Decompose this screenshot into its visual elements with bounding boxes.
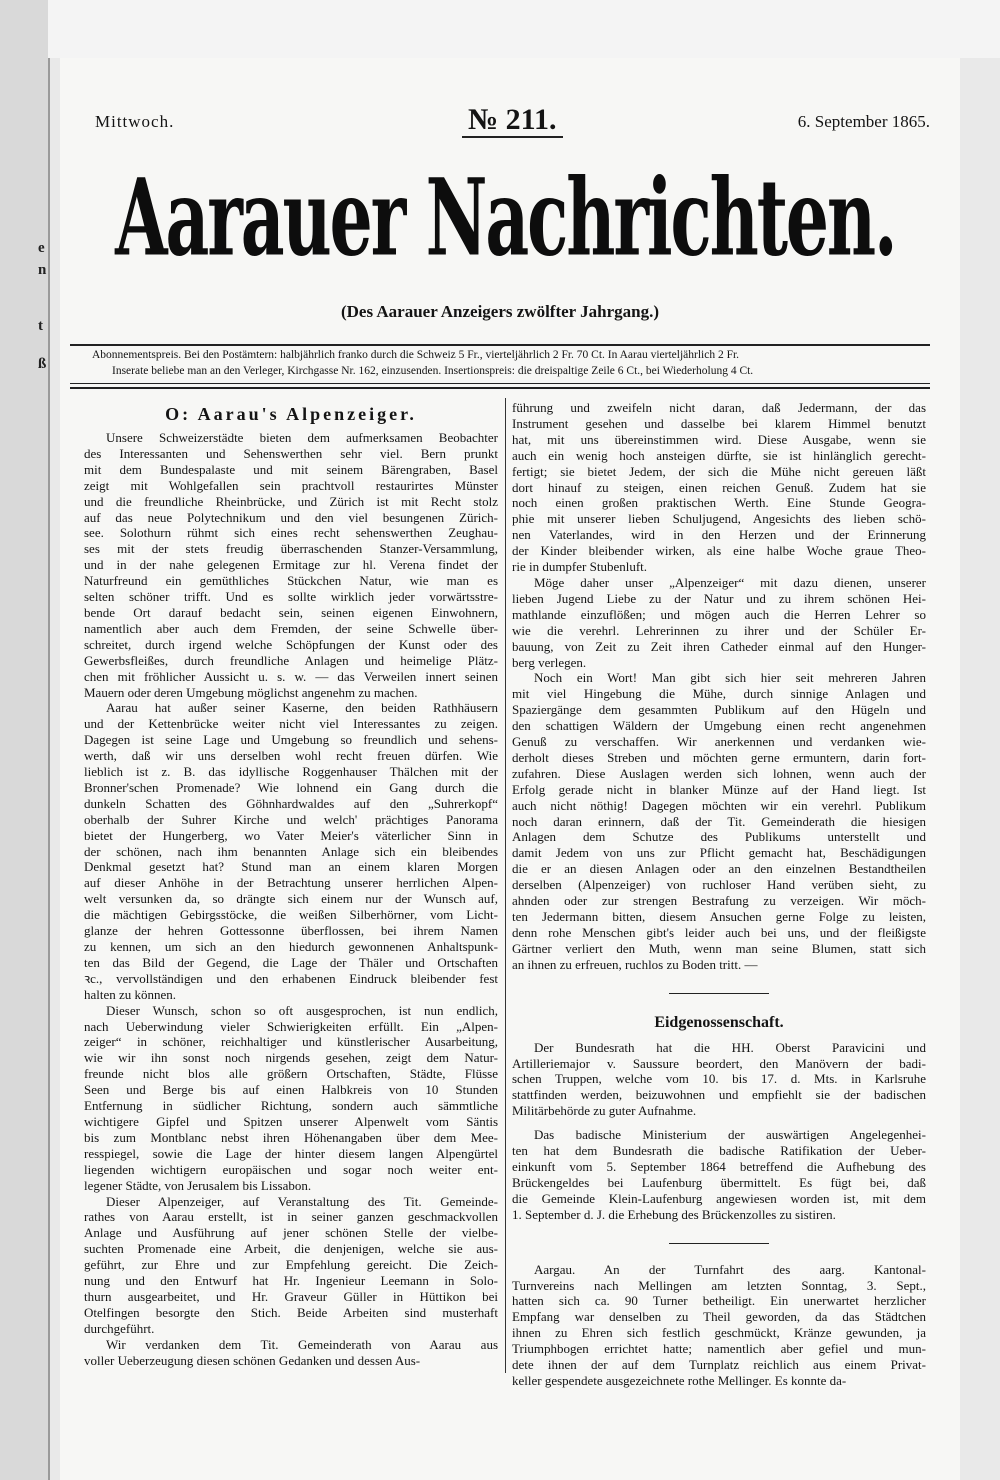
text-line: zeigt mit Wohlgefallen sein prachtvoll restaurirtes Münster	[84, 477, 498, 493]
text-line: hat, mit uns übereinstimmen wird. Diese Ausgabe, wenn sie	[512, 431, 926, 447]
column-divider	[505, 398, 506, 1373]
paragraph	[84, 1003, 498, 1194]
text-line: der schönen, nach ihm benannten Anlage sich ein bleibendes	[84, 843, 498, 859]
text-line: Dagegen ist seine Lage und Umgebung so freundlich und sehens-	[84, 732, 498, 748]
text-line: Genuß zu verschaffen. Wir anerkennen und verdanken wie-	[512, 734, 926, 750]
text-line: den schattigen Wäldern der Umgebung einen recht angenehmen	[512, 718, 926, 734]
paragraph	[84, 430, 498, 700]
text-line: Denkmal gesetzt hat? Stund man an einem klaren Morgen	[84, 859, 498, 875]
text-line: des Interessanten und Sehenswerthen sehr viel. Bern prunkt	[84, 445, 498, 461]
text-line: mathlande einzuflößen; und mögen auch die Herren Lehrer so	[512, 606, 926, 622]
article-heading	[84, 402, 498, 426]
text-line: bis zum Montblanc nebst ihren Höhenangaben über dem Mee-	[84, 1129, 498, 1145]
text-line: legener Städte, von Jerusalem bis Lissabon.	[84, 1177, 312, 1193]
text-line: führung und zweifeln nicht daran, daß Jedermann, der das	[512, 400, 926, 415]
text-line: glanze der hehren Gottessonne überflossen, bei ihrem Namen	[84, 923, 498, 939]
text-line: nen Vaterlandes, wird in den Herzen und der Erinnerung	[512, 527, 926, 543]
article-title: Aarau's Alpenzeiger.	[197, 404, 417, 424]
text-line: derselben (Alpenzeiger) von ruchloser Hand verüben sieht, zu	[512, 877, 926, 893]
text-line: liegenden wichtigern europäischen und sogar noch weiter ent-	[84, 1161, 498, 1177]
text-line: durchgeführt.	[84, 1320, 155, 1336]
text-line: ꝛc., vervollständigen und den erhabenen Eindruck bleibender fest	[84, 970, 498, 986]
text-line: denn rohe Menschen gibt's leider auch bei uns, und der fleißigste	[512, 924, 926, 940]
paragraph	[84, 1194, 498, 1337]
text-line: berg verlegen.	[512, 654, 587, 670]
section-divider	[669, 993, 769, 994]
text-line: und in der nahe gelegenen Ermitage zur hl. Verena findet der	[84, 557, 498, 573]
text-line: 1. September d. J. die Erhebung des Brückenzolles zu sistiren.	[512, 1206, 836, 1222]
text-line: Anlagen dem Schutze des Publikums unterstellt und	[512, 829, 926, 845]
paragraph	[512, 575, 926, 670]
paragraph	[512, 1040, 926, 1120]
text-line: zufahren. Diese Auslagen werden sich lohnen, wenn auch der	[512, 765, 926, 781]
edge-fragment: e	[38, 240, 45, 256]
text-line: stattfinden werden, beizuwohnen und empfiehlt sie der badischen	[512, 1087, 926, 1103]
text-line: Naturfreund ein gemüthliches Stückchen Natur, wie man es	[84, 573, 498, 589]
text-line: noch daran erinnern, daß der Tit. Gemeinderath die hiesigen	[512, 813, 926, 829]
text-line: Turnvereins nach Mellingen am letzten Sonntag, 3. Sept.,	[512, 1277, 926, 1293]
text-line: phie mit unserer lieben Schuljugend, Angesichts des lieben schö-	[512, 511, 926, 527]
text-line: ahnden oder zur strengen Bestrafung zu verzeigen. Wir möch-	[512, 893, 926, 909]
text-line: Noch ein Wort! Man gibt sich hier seit mehreren Jahren	[534, 670, 926, 686]
text-line: Gärtner verliert den Muth, wenn man seine Blumen, statt sich	[512, 940, 926, 956]
text-line: dort hinauf zu steigen, einen reichen Genuß. Zudem hat sie	[512, 479, 926, 495]
text-line: schen Truppen, welche vom 10. bis 17. d. Mts. in Karlsruhe	[512, 1071, 926, 1087]
text-line: bende Ort darauf bedacht sein, seinen eigenen Einwohnern,	[84, 604, 498, 620]
text-line: Der Bundesrath hat die HH. Oberst Paravicini und	[534, 1039, 926, 1055]
text-line: namentlich aber auch dem Fremden, der seine Schwelle über-	[84, 620, 498, 636]
text-line: werth, daß wir uns derselben wohl recht freuen dürfen. Wie	[84, 748, 498, 764]
text-line: Gewerbsfleißes, durch freundliche Anlagen und heimelige Plätz-	[84, 652, 498, 668]
text-line: rie in dumpfer Stubenluft.	[512, 559, 648, 575]
weekday: Mittwoch.	[95, 112, 175, 131]
text-line: oberhalb der Suhrer Kirche und welch' prächtiges Panorama	[84, 811, 498, 827]
text-line: auch nicht nöthig! Dagegen möchten wir ein verehrl. Publikum	[512, 797, 926, 813]
divider	[70, 387, 930, 389]
text-line: noch einen großen praktischen Werth. Eine Stunde Geogra-	[512, 495, 926, 511]
text-line: keller gespendete ausgezeichnete rothe Mellinger. Es konnte da-	[512, 1372, 847, 1388]
section-divider	[669, 1243, 769, 1244]
subscription-info: Abonnementspreis. Bei den Postämtern: halbjährlich franko durch die Schweiz 5 Fr., vierteljährlich 2 Fr. 70 Ct. In Aarau vierteljährlich 2 Fr.	[92, 349, 740, 361]
issue-date: 6. September 1865.	[797, 112, 930, 131]
section-heading: Eidgenossenschaft.	[654, 1013, 784, 1031]
text-line: damit Jedem von uns zur Pflicht gemacht hat, Beschädigungen	[512, 845, 926, 861]
left-column	[84, 402, 498, 1368]
text-line: freunde nicht blos alle größern Ortschaften, Städte, Flüsse	[84, 1066, 498, 1082]
text-line: lieblich ist z. B. das idyllische Roggenhauser Thälchen mit der	[84, 764, 498, 780]
text-line: zeiger“ in schöner, reichhaltiger und künstlerischer Ausarbeitung,	[84, 1034, 498, 1050]
text-line: wichtigere Gipfel und Spitzen unserer Alpenwelt vom Säntis	[84, 1113, 498, 1129]
text-line: lieben Jugend Liebe zu der Natur und zu ihrem schönen Hei-	[512, 590, 926, 606]
text-line: Otelfingen besorgte den Stich. Beide Arbeiten sind musterhaft	[84, 1304, 498, 1320]
edge-fragment: n	[38, 262, 47, 278]
divider	[70, 344, 930, 346]
text-line: ses mit der stets freudig überraschenden Stanzer-Versammlung,	[84, 541, 498, 557]
text-line: wie die verehrl. Lehrerinnen zu ihrer und der Schüler Er-	[512, 622, 926, 638]
text-line: zu kennen, um sich an den hiedurch gewonnenen Anhaltspunk-	[84, 939, 498, 954]
text-line: Wir verdanken dem Tit. Gemeinderath von Aarau aus	[106, 1336, 498, 1352]
text-line: die er an diesen Anlagen oder an den einzelnen Bestandtheilen	[512, 861, 926, 877]
text-line: Aarau hat außer seiner Kaserne, den beiden Rathhäusern	[106, 700, 498, 716]
text-line: Mauern oder deren Umgebung möglichst angenehm zu machen.	[84, 684, 418, 700]
edge-fragment: t	[38, 318, 43, 334]
text-line: Brückengeldes bei Laufenburg übermittelt. Es fügt bei, daß	[512, 1174, 926, 1190]
text-line: an ihnen zu erfreuen, ruchlos zu Boden tritt. —	[512, 956, 758, 972]
text-line: nung und den Entwurf hat Hr. Ingenieur Leemann in Solo-	[84, 1273, 498, 1289]
text-line: einkunft vom 5. September 1864 betreffend die Aufhebung des	[512, 1158, 926, 1174]
text-line: suchten Promenade eine Arbeit, die denjenigen, welche sie aus-	[84, 1241, 498, 1257]
adjacent-page-edge	[0, 0, 50, 1480]
text-line: schreitet, durch irgend welche Schöpfungen der Kunst oder des	[84, 636, 498, 652]
text-line: Entfernung in südlicher Richtung, sondern auch sämmtliche	[84, 1098, 498, 1114]
text-line: auch ein wenig hoch ansteigen dürfte, sie ist hinlänglich gerecht-	[512, 447, 926, 463]
advertising-info: Inserate beliebe man an den Verleger, Kirchgasse Nr. 162, einzusenden. Insertionspreis: die dreispaltige Zeile 6 Ct., bei Wiederholung 4 Ct.	[112, 365, 754, 377]
text-line: die mächtigen Gebirgsstöcke, die weißen Silberhörner, vom Licht-	[84, 907, 498, 923]
text-line: see. Solothurn rühmt sich eines recht sehenswerthen Zeughau-	[84, 525, 498, 541]
paragraph	[84, 700, 498, 1002]
text-line: geführt, zur Ehre und zur Empfehlung gereicht. Die Zeich-	[84, 1257, 498, 1273]
text-line: ihnen zu Ehren sich festlich geschmückt, Kränze gewunden, ja	[512, 1325, 926, 1341]
text-line: mit dem Bundespalaste und mit seinem Bärengraben, Basel	[84, 461, 498, 477]
text-line: Dieser Wunsch, schon so oft ausgesprochen, ist nun endlich,	[106, 1002, 498, 1018]
text-line: Das badische Ministerium der auswärtigen Angelegenhei-	[534, 1127, 926, 1143]
text-line: Anlage und Ausführung auf jener schönen Stelle der vielbe-	[84, 1225, 498, 1241]
paragraph	[512, 400, 926, 575]
text-line: hatten sich ca. 90 Turner betheiligt. Ein unerwartet herzlicher	[512, 1293, 926, 1309]
text-line: Seen und Berge bis auf einen Halbkreis von 10 Stunden	[84, 1082, 498, 1098]
text-line: Aargau. An der Turnfahrt des aarg. Kantonal-	[534, 1261, 926, 1277]
text-line: selten schöner trifft. Und es sollte wirklich jeder vorwärtsstre-	[84, 589, 498, 605]
text-line: welt versunken da, so drängte sich einem nur der Wunsch auf,	[84, 891, 498, 907]
text-line: mit viel Hingebung die Mühe, durch sinnige Anlagen und	[512, 686, 926, 702]
text-line: der Kinder bleibender wirken, als eine halbe Woche graue Theo-	[512, 543, 926, 559]
text-line: Instrument gesehen und dasselbe bei klarem Himmel benutzt	[512, 415, 926, 431]
paragraph	[84, 1337, 498, 1369]
text-line: rathes von Aarau erstellt, ist in seiner ganzen geschmackvollen	[84, 1209, 498, 1225]
text-line: wie wir ihn sonst noch nirgends gesehen, zeigt dem Natur-	[84, 1050, 498, 1066]
text-line: Militärbehörde zu guter Aufnahme.	[512, 1103, 697, 1119]
scan-margin	[48, 0, 1000, 58]
text-line: und der Kettenbrücke weiter nicht viel Interessantes zu zeigen.	[84, 716, 498, 732]
text-line: auf dieser Anhöhe in der Betrachtung unserer herrlichen Alpen-	[84, 875, 498, 891]
text-line: Möge daher unser „Alpenzeiger“ mit dazu dienen, unserer	[534, 574, 926, 590]
paragraph	[512, 670, 926, 972]
text-line: nach Ueberwindung vieler Schwierigkeiten erfüllt. Ein „Alpen-	[84, 1018, 498, 1034]
text-line: chen mit fröhlicher Aussicht u. s. w. — das Verweilen innert seinen	[84, 668, 498, 684]
text-line: Triumphbogen errichtet hatte; namentlich aber gefiel und mun-	[512, 1341, 926, 1357]
newspaper-title: Aarauer Nachrichten.	[114, 155, 896, 280]
text-line: ten das Bild der Gegend, die Lage der Thäler und Ortschaften	[84, 954, 498, 970]
text-line: Empfang war denselben zu Theil geworden, da das Städtchen	[512, 1309, 926, 1325]
text-line: fertigt; sie bietet Jedem, der sich die Mühe nicht gereuen läßt	[512, 463, 926, 479]
newspaper-subtitle: (Des Aarauer Anzeigers zwölfter Jahrgang.)	[340, 302, 660, 321]
paragraph	[512, 1262, 926, 1389]
text-line: Spaziergänge dem gesammten Publikum auf den Hügeln und	[512, 702, 926, 718]
masthead-title-area	[110, 155, 900, 280]
edge-fragment: ß	[38, 356, 47, 372]
text-line: Unsere Schweizerstädte bieten dem aufmerksamen Beobachter	[106, 430, 498, 445]
text-line: Bronner'schen Promenade? Wie lohnend ein Gang durch die	[84, 779, 498, 795]
text-line: dunkeln Schatten des Göhnhardwaldes auf den „Suhrerkopf“	[84, 795, 498, 811]
text-line: die Gemeinde Klein-Laufenburg angewiesen worden ist, mit dem	[512, 1190, 926, 1206]
text-line: bauung, von Zeit zu Zeit ihren Catheder einmal auf den Hunger-	[512, 638, 926, 654]
divider	[70, 383, 930, 384]
text-line: ten Jedermann bitten, diesem Ansuchen gerne Folge zu leisten,	[512, 909, 926, 924]
text-line: und die freundliche Rheinbrücke, und Zürich ist mit Recht stolz	[84, 493, 498, 509]
text-line: halten zu können.	[84, 986, 177, 1002]
text-line: voller Ueberzeugung diesen schönen Gedanken und dessen Aus-	[84, 1352, 421, 1368]
text-line: Erfolg gerade nicht in blanker Münze auf der Hand liegt. Ist	[512, 781, 926, 797]
text-line: bietet der Hungerberg, wo Vater Meier's väterlicher Sinn in	[84, 827, 498, 843]
text-line: dete ihnen der auf dem Turnplatz reichlich aus einem Privat-	[512, 1357, 926, 1373]
text-line: derholt dieses Streben und möchten gerne ermuntern, darin fort-	[512, 749, 926, 765]
text-line: resspiegel, sowie die Lage der hinter diesem langen Alpengürtel	[84, 1145, 498, 1161]
paragraph	[512, 1127, 926, 1222]
ornament-icon: O:	[165, 404, 192, 424]
text-line: Artilleriemajor v. Saussure beordert, den Manövern der badi-	[512, 1055, 926, 1071]
text-line: auf das neue Polytechnikum und den viel besungenen Zürich-	[84, 509, 498, 525]
text-line: ten hat dem Bundesrath die badische Ratifikation der Ueber-	[512, 1143, 926, 1159]
text-line: thurn ausgearbeitet, und Hr. Graveur Güller in Hüttikon bei	[84, 1288, 498, 1304]
right-column	[512, 400, 926, 1389]
issue-number: № 211.	[462, 104, 563, 138]
text-line: Dieser Alpenzeiger, auf Veranstaltung des Tit. Gemeinde-	[106, 1193, 498, 1209]
